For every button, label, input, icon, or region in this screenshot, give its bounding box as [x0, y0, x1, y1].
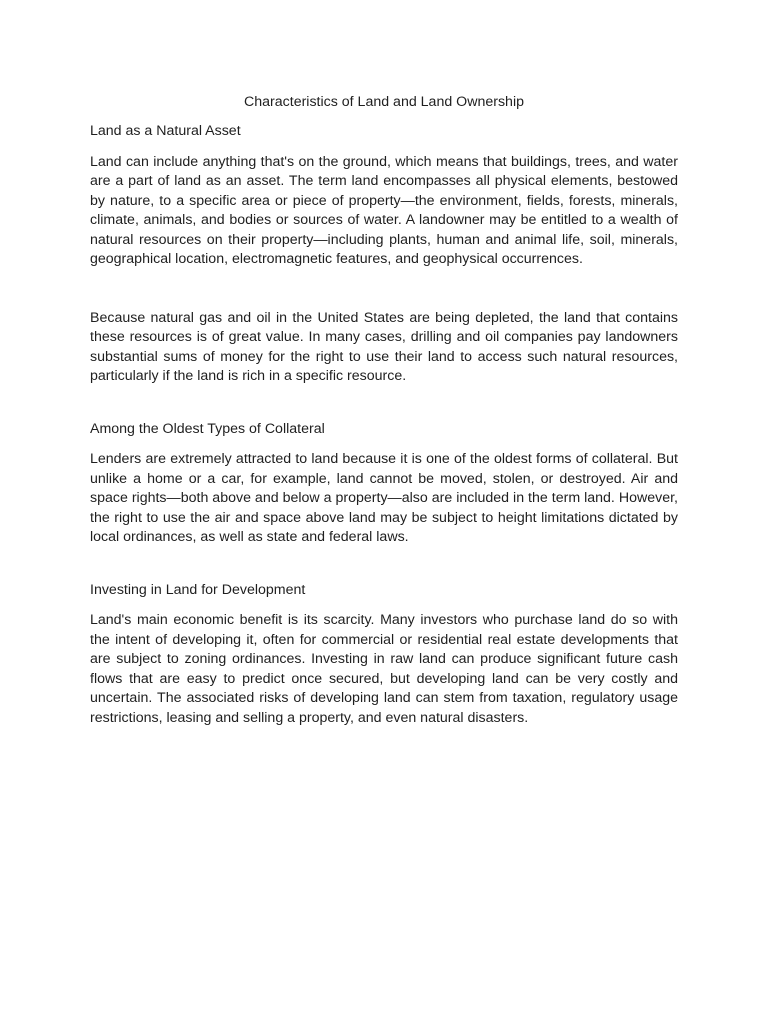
paragraph-natural-asset-2: Because natural gas and oil in the United States are being depleted, the land that contains these resources is of great value. In many cases, drilling and oil companies pay landowners substantial sums of money for the right to use their land to access such natural resources, particularly if the land is rich in a specific resource. — [90, 309, 678, 384]
section-heading-collateral: Among the Oldest Types of Collateral — [90, 420, 325, 437]
document-body — [90, 93, 678, 728]
section-heading-natural-asset: Land as a Natural Asset — [90, 123, 241, 139]
paragraph-natural-asset-1: Land can include anything that's on the ground, which means that buildings, trees, and water are a part of land as an asset. The term land encompasses all physical elements, bestowed by nature, to a specific area or piece of property—the environment, fields, forests, minerals, climate, animals, and bodies or sources of water. A landowner may be entitled to a wealth of natural resources on their property—including plants, human and animal life, soil, minerals, geographical location, electromagnetic features, and geophysical occurrences. — [90, 153, 678, 267]
section-heading-development: Investing in Land for Development — [90, 581, 306, 598]
paragraph-collateral-1: Lenders are extremely attracted to land because it is one of the oldest forms of collateral. But unlike a home or a car, for example, land cannot be moved, stolen, or destroyed. Air and space rights—both above and below a property—also are included in the term land. However, the right to use the air and space above land may be subject to height limitations dictated by local ordinances, as well as state and federal laws. — [90, 451, 678, 545]
paragraph-development-1: Land's main economic benefit is its scarcity. Many investors who purchase land do so with the intent of developing it, often for commercial or residential real estate developments that are subject to zoning ordinances. Investing in raw land can produce significant future cash flows that are easy to predict once secured, but developing land can be very costly and uncertain. The associated risks of developing land can stem from taxation, regulatory usage restrictions, leasing and selling a property, and even natural disasters. — [90, 612, 678, 726]
page-title: Characteristics of Land and Land Ownership — [244, 94, 524, 110]
